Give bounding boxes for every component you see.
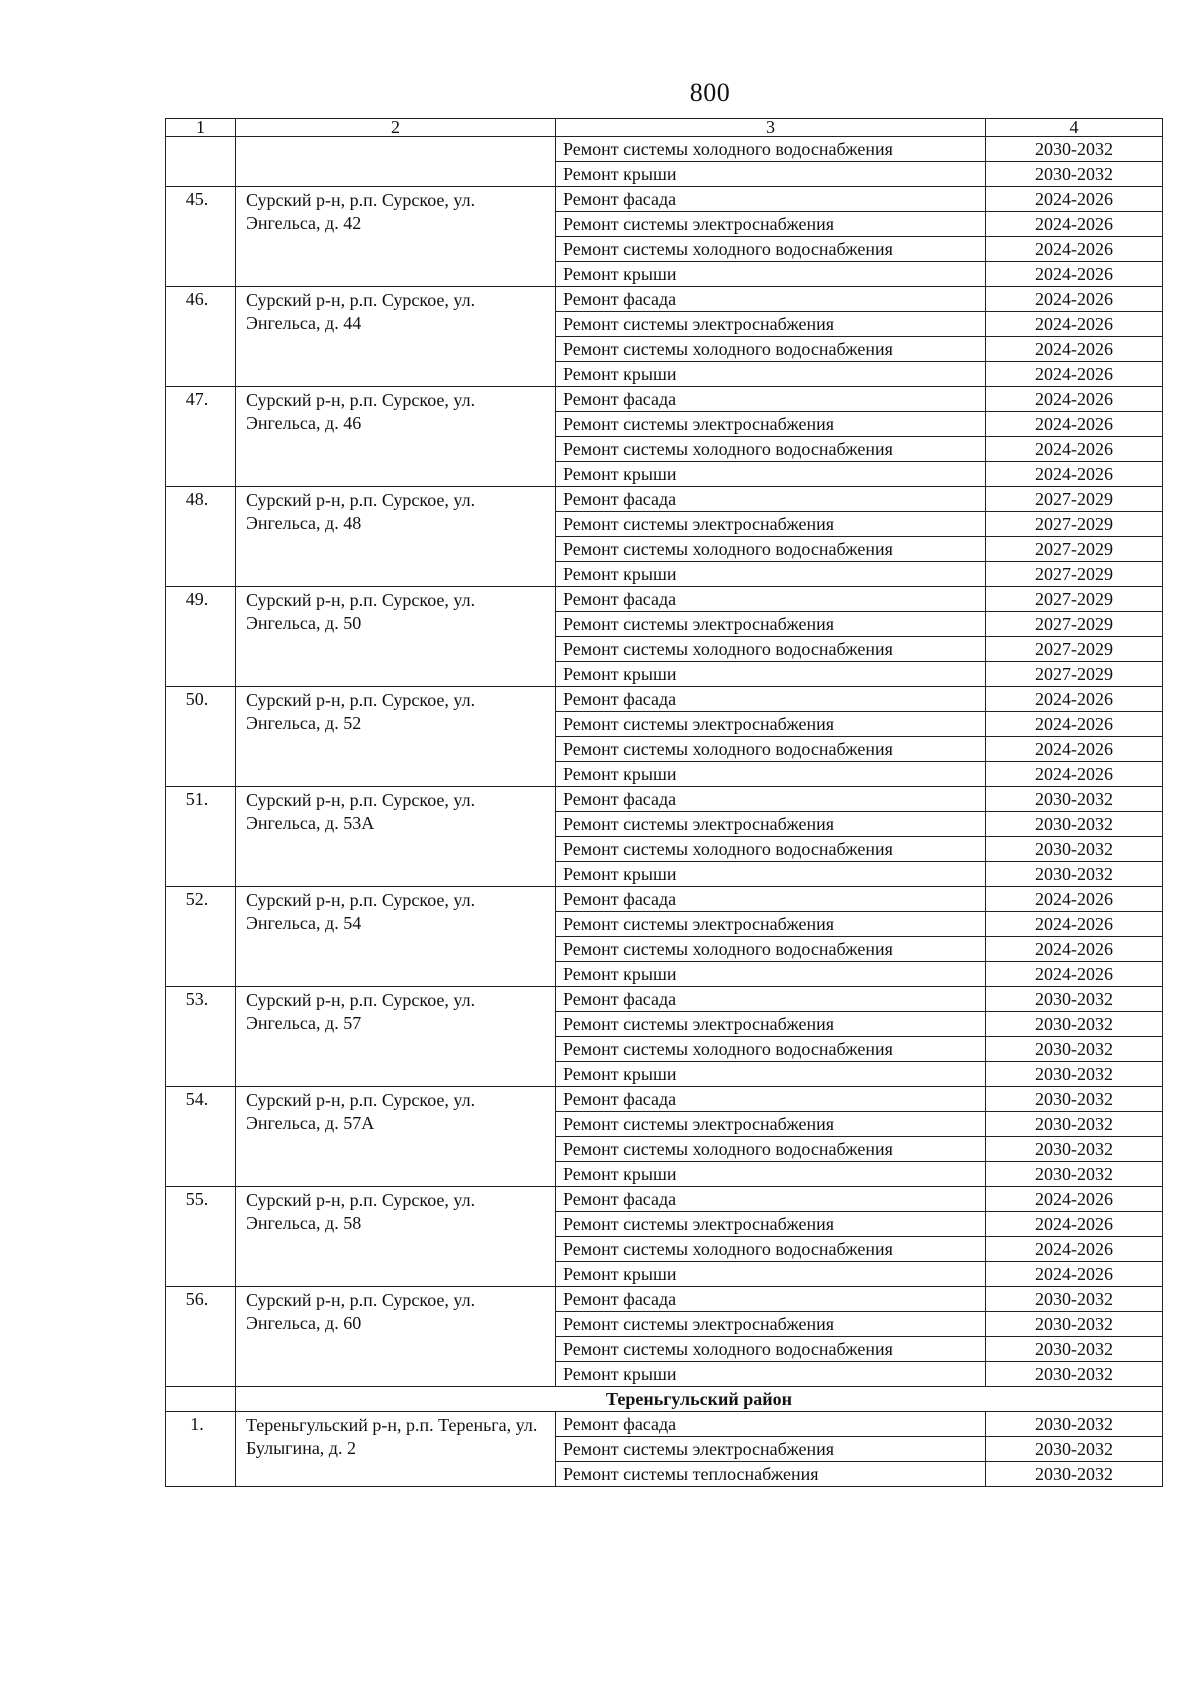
period: 2030-2032 xyxy=(986,787,1163,812)
work-type: Ремонт крыши xyxy=(556,1062,986,1087)
period: 2024-2026 xyxy=(986,1187,1163,1212)
work-type: Ремонт крыши xyxy=(556,1262,986,1287)
address: Тереньгульский р-н, р.п. Тереньга, ул. Булыгина, д. 2 xyxy=(236,1412,556,1487)
period: 2030-2032 xyxy=(986,1162,1163,1187)
address: Сурский р-н, р.п. Сурское, ул. Энгельса, д. 53А xyxy=(236,787,556,887)
row-number: 48. xyxy=(166,487,236,587)
address: Сурский р-н, р.п. Сурское, ул. Энгельса, д. 44 xyxy=(236,287,556,387)
table-row xyxy=(166,1187,1163,1212)
work-type: Ремонт фасада xyxy=(556,487,986,512)
work-type: Ремонт системы холодного водоснабжения xyxy=(556,837,986,862)
work-type: Ремонт крыши xyxy=(556,262,986,287)
period: 2027-2029 xyxy=(986,662,1163,687)
period: 2027-2029 xyxy=(986,562,1163,587)
work-type: Ремонт системы холодного водоснабжения xyxy=(556,937,986,962)
work-type: Ремонт фасада xyxy=(556,1087,986,1112)
district-heading-row xyxy=(166,1387,1163,1412)
work-type: Ремонт крыши xyxy=(556,1162,986,1187)
period: 2027-2029 xyxy=(986,637,1163,662)
period: 2024-2026 xyxy=(986,1262,1163,1287)
period: 2024-2026 xyxy=(986,187,1163,212)
repair-schedule-table xyxy=(165,118,1163,1487)
period: 2024-2026 xyxy=(986,262,1163,287)
period: 2024-2026 xyxy=(986,337,1163,362)
work-type: Ремонт фасада xyxy=(556,1412,986,1437)
work-type: Ремонт фасада xyxy=(556,1287,986,1312)
table-row xyxy=(166,1412,1163,1437)
work-type: Ремонт фасада xyxy=(556,387,986,412)
table-row xyxy=(166,287,1163,312)
table-row xyxy=(166,137,1163,162)
row-number: 50. xyxy=(166,687,236,787)
table-row xyxy=(166,887,1163,912)
work-type: Ремонт системы холодного водоснабжения xyxy=(556,1037,986,1062)
column-number: 2 xyxy=(236,119,556,137)
row-number: 55. xyxy=(166,1187,236,1287)
row-number: 53. xyxy=(166,987,236,1087)
row-number: 51. xyxy=(166,787,236,887)
address: Сурский р-н, р.п. Сурское, ул. Энгельса, д. 46 xyxy=(236,387,556,487)
table-row xyxy=(166,587,1163,612)
period: 2030-2032 xyxy=(986,987,1163,1012)
period: 2030-2032 xyxy=(986,1062,1163,1087)
work-type: Ремонт системы электроснабжения xyxy=(556,1012,986,1037)
address: Сурский р-н, р.п. Сурское, ул. Энгельса, д. 52 xyxy=(236,687,556,787)
work-type: Ремонт фасада xyxy=(556,287,986,312)
work-type: Ремонт системы холодного водоснабжения xyxy=(556,637,986,662)
period: 2030-2032 xyxy=(986,1287,1163,1312)
work-type: Ремонт системы холодного водоснабжения xyxy=(556,137,986,162)
table-row xyxy=(166,387,1163,412)
period: 2030-2032 xyxy=(986,1412,1163,1437)
work-type: Ремонт фасада xyxy=(556,587,986,612)
table-row xyxy=(166,1087,1163,1112)
period: 2024-2026 xyxy=(986,712,1163,737)
row-number: 49. xyxy=(166,587,236,687)
period: 2024-2026 xyxy=(986,1237,1163,1262)
work-type: Ремонт фасада xyxy=(556,1187,986,1212)
period: 2027-2029 xyxy=(986,587,1163,612)
period: 2024-2026 xyxy=(986,212,1163,237)
work-type: Ремонт крыши xyxy=(556,462,986,487)
period: 2030-2032 xyxy=(986,1012,1163,1037)
period: 2030-2032 xyxy=(986,837,1163,862)
work-type: Ремонт системы холодного водоснабжения xyxy=(556,237,986,262)
work-type: Ремонт системы холодного водоснабжения xyxy=(556,437,986,462)
table-row xyxy=(166,687,1163,712)
work-type: Ремонт фасада xyxy=(556,787,986,812)
page-number: 800 xyxy=(689,78,731,107)
period: 2030-2032 xyxy=(986,1137,1163,1162)
address: Сурский р-н, р.п. Сурское, ул. Энгельса, д. 54 xyxy=(236,887,556,987)
period: 2024-2026 xyxy=(986,762,1163,787)
work-type: Ремонт системы холодного водоснабжения xyxy=(556,537,986,562)
address: Сурский р-н, р.п. Сурское, ул. Энгельса, д. 42 xyxy=(236,187,556,287)
work-type: Ремонт фасада xyxy=(556,887,986,912)
work-type: Ремонт крыши xyxy=(556,162,986,187)
period: 2030-2032 xyxy=(986,1337,1163,1362)
period: 2024-2026 xyxy=(986,887,1163,912)
table-row xyxy=(166,987,1163,1012)
work-type: Ремонт системы электроснабжения xyxy=(556,1437,986,1462)
column-number: 1 xyxy=(166,119,236,137)
district-heading: Тереньгульский район xyxy=(236,1387,1163,1412)
work-type: Ремонт системы холодного водоснабжения xyxy=(556,1137,986,1162)
row-number: 1. xyxy=(166,1412,236,1487)
period: 2030-2032 xyxy=(986,162,1163,187)
row-number: 46. xyxy=(166,287,236,387)
period: 2024-2026 xyxy=(986,437,1163,462)
row-number: 56. xyxy=(166,1287,236,1387)
period: 2024-2026 xyxy=(986,362,1163,387)
address: Сурский р-н, р.п. Сурское, ул. Энгельса, д. 48 xyxy=(236,487,556,587)
table-row xyxy=(166,187,1163,212)
address: Сурский р-н, р.п. Сурское, ул. Энгельса, д. 60 xyxy=(236,1287,556,1387)
row-number: 52. xyxy=(166,887,236,987)
column-number: 3 xyxy=(556,119,986,137)
work-type: Ремонт системы электроснабжения xyxy=(556,1112,986,1137)
work-type: Ремонт системы электроснабжения xyxy=(556,312,986,337)
period: 2030-2032 xyxy=(986,1462,1163,1487)
row-number: 54. xyxy=(166,1087,236,1187)
work-type: Ремонт системы холодного водоснабжения xyxy=(556,1237,986,1262)
period: 2027-2029 xyxy=(986,512,1163,537)
work-type: Ремонт системы холодного водоснабжения xyxy=(556,337,986,362)
period: 2024-2026 xyxy=(986,237,1163,262)
address: Сурский р-н, р.п. Сурское, ул. Энгельса, д. 57А xyxy=(236,1087,556,1187)
work-type: Ремонт крыши xyxy=(556,562,986,587)
column-number: 4 xyxy=(986,119,1163,137)
work-type: Ремонт крыши xyxy=(556,1362,986,1387)
period: 2030-2032 xyxy=(986,1037,1163,1062)
work-type: Ремонт системы электроснабжения xyxy=(556,612,986,637)
period: 2024-2026 xyxy=(986,962,1163,987)
period: 2030-2032 xyxy=(986,1312,1163,1337)
work-type: Ремонт системы электроснабжения xyxy=(556,1212,986,1237)
work-type: Ремонт системы электроснабжения xyxy=(556,912,986,937)
period: 2024-2026 xyxy=(986,387,1163,412)
period: 2024-2026 xyxy=(986,312,1163,337)
row-number: 47. xyxy=(166,387,236,487)
period: 2024-2026 xyxy=(986,737,1163,762)
period: 2030-2032 xyxy=(986,137,1163,162)
period: 2030-2032 xyxy=(986,812,1163,837)
work-type: Ремонт системы электроснабжения xyxy=(556,812,986,837)
row-number xyxy=(166,137,236,187)
period: 2030-2032 xyxy=(986,1362,1163,1387)
work-type: Ремонт системы электроснабжения xyxy=(556,712,986,737)
address: Сурский р-н, р.п. Сурское, ул. Энгельса, д. 58 xyxy=(236,1187,556,1287)
work-type: Ремонт фасада xyxy=(556,187,986,212)
table-row xyxy=(166,787,1163,812)
period: 2030-2032 xyxy=(986,1437,1163,1462)
period: 2027-2029 xyxy=(986,537,1163,562)
table-row xyxy=(166,487,1163,512)
work-type: Ремонт фасада xyxy=(556,987,986,1012)
work-type: Ремонт системы холодного водоснабжения xyxy=(556,1337,986,1362)
period: 2030-2032 xyxy=(986,862,1163,887)
row-number: 45. xyxy=(166,187,236,287)
period: 2027-2029 xyxy=(986,487,1163,512)
period: 2030-2032 xyxy=(986,1087,1163,1112)
work-type: Ремонт крыши xyxy=(556,662,986,687)
period: 2024-2026 xyxy=(986,1212,1163,1237)
address: Сурский р-н, р.п. Сурское, ул. Энгельса, д. 57 xyxy=(236,987,556,1087)
column-number-row xyxy=(166,119,1163,137)
period: 2024-2026 xyxy=(986,412,1163,437)
period: 2024-2026 xyxy=(986,687,1163,712)
work-type: Ремонт крыши xyxy=(556,862,986,887)
work-type: Ремонт системы электроснабжения xyxy=(556,1312,986,1337)
period: 2024-2026 xyxy=(986,462,1163,487)
work-type: Ремонт системы теплоснабжения xyxy=(556,1462,986,1487)
address xyxy=(236,137,556,187)
work-type: Ремонт системы холодного водоснабжения xyxy=(556,737,986,762)
work-type: Ремонт системы электроснабжения xyxy=(556,412,986,437)
period: 2030-2032 xyxy=(986,1112,1163,1137)
work-type: Ремонт крыши xyxy=(556,362,986,387)
work-type: Ремонт системы электроснабжения xyxy=(556,512,986,537)
row-number xyxy=(166,1387,236,1412)
work-type: Ремонт крыши xyxy=(556,962,986,987)
address: Сурский р-н, р.п. Сурское, ул. Энгельса, д. 50 xyxy=(236,587,556,687)
period: 2027-2029 xyxy=(986,612,1163,637)
work-type: Ремонт системы электроснабжения xyxy=(556,212,986,237)
work-type: Ремонт крыши xyxy=(556,762,986,787)
period: 2024-2026 xyxy=(986,287,1163,312)
work-type: Ремонт фасада xyxy=(556,687,986,712)
table-row xyxy=(166,1287,1163,1312)
period: 2024-2026 xyxy=(986,912,1163,937)
period: 2024-2026 xyxy=(986,937,1163,962)
